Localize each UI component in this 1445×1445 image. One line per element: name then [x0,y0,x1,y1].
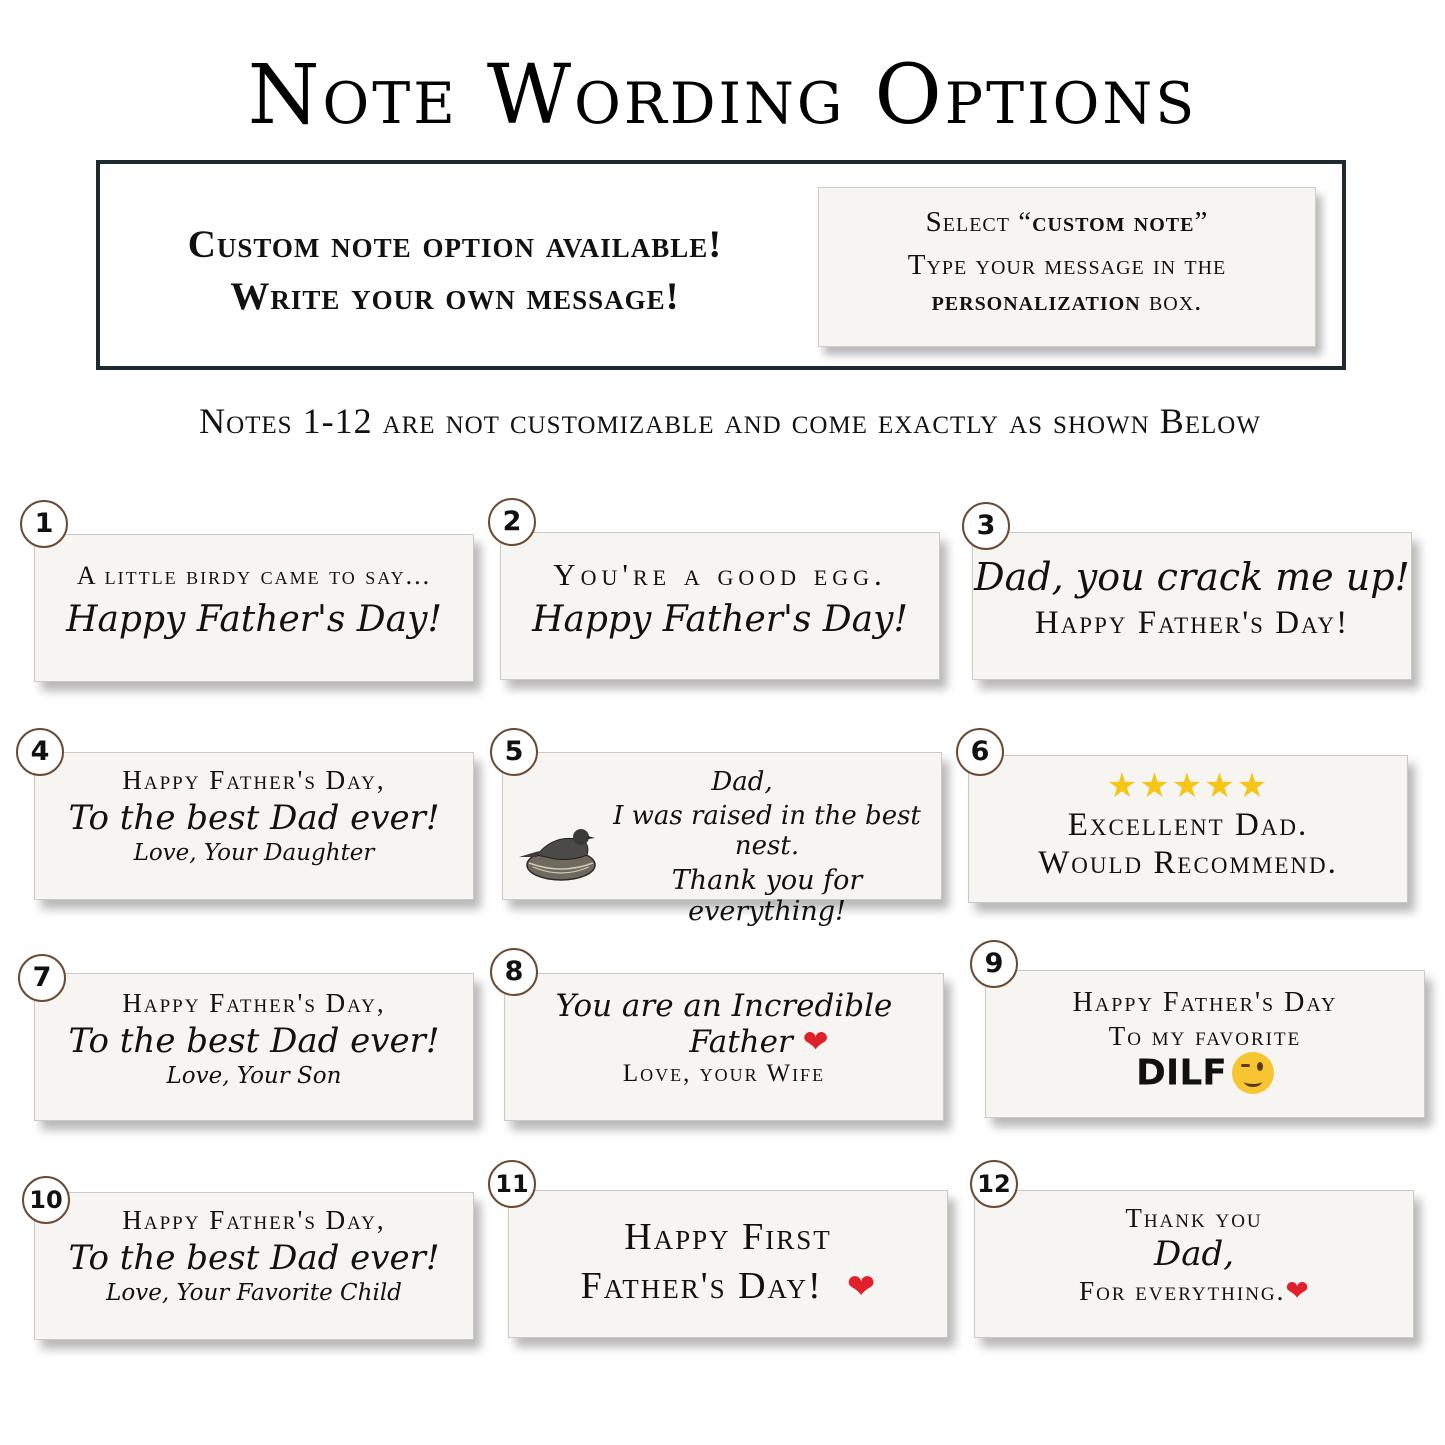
instructions-type-line [819,247,1315,319]
note-12-line3: For everything. [1079,1276,1286,1306]
note-card-10 [34,1192,474,1340]
note-card-4 [34,752,474,900]
note-badge-9: 9 [970,940,1018,988]
note-2-line1: You're a good egg. [553,557,887,592]
note-4-line2: To the best Dad ever! [68,798,440,838]
note-badge-2: 2 [488,498,536,546]
note-7-line2: To the best Dad ever! [68,1021,440,1061]
note-12-line1: Thank you [1125,1203,1263,1233]
note-badge-10: 10 [22,1176,70,1224]
note-10-line1: Happy Father's Day, [122,1205,386,1235]
note-badge-4: 4 [16,728,64,776]
note-badge-7: 7 [18,954,66,1002]
note-badge-6: 6 [956,728,1004,776]
note-10-line3: Love, Your Favorite Child [106,1280,402,1306]
note-7-line1: Happy Father's Day, [122,988,386,1018]
note-9-line3-row [986,1052,1424,1094]
note-card-1 [34,534,474,682]
custom-note-message [120,219,790,323]
note-3-line1: Dad, you crack me up! [974,555,1410,599]
note-card-9 [985,970,1425,1118]
note-8-line2-row [505,1024,943,1060]
note-1-line1: A little birdy came to say... [76,561,432,590]
note-2-line2: Happy Father's Day! [532,599,908,640]
note-card-2 [500,532,940,680]
note-6-line2: Would Recommend. [1038,845,1338,881]
note-card-6 [968,755,1408,903]
note-badge-12: 12 [970,1160,1018,1208]
note-8-line3: Love, your Wife [622,1060,826,1087]
note-8-line2: Father [689,1024,793,1060]
note-9-line2: To my favorite [1108,1021,1302,1051]
select-bold: custom note [1032,206,1195,238]
note-3-line2: Happy Father's Day! [1034,605,1350,641]
instructions-card [818,187,1316,347]
type-line: Type your message in the [907,249,1227,281]
personalization-bold: personalization [931,285,1141,317]
note-card-11 [508,1190,948,1338]
subtitle: Notes 1-12 are not customizable and come exactly as shown Below [199,401,1261,441]
heart-icon: ❤ [1285,1274,1309,1307]
custom-note-line2: Write your own message! [230,275,680,318]
note-card-8 [504,973,944,1121]
note-card-5 [502,752,942,927]
note-badge-3: 3 [962,502,1010,550]
bird-nest-icon [515,817,603,883]
note-5-line2: I was raised in the best nest. [613,801,921,861]
five-star-rating: ★★★★★ [1106,766,1270,806]
note-8-line1: You are an Incredible [555,988,893,1024]
note-11-line1: Happy First [624,1216,832,1258]
note-badge-8: 8 [490,948,538,996]
instructions-select-line [819,206,1315,239]
heart-icon: ❤ [846,1267,876,1307]
select-prefix: Select “ [925,206,1033,238]
note-card-3 [972,532,1412,680]
note-9-line3: DILF [1136,1052,1227,1094]
custom-note-line1: Custom note option available! [187,223,723,266]
note-5-line3: Thank you for everything! [671,865,863,927]
note-4-line3: Love, Your Daughter [133,840,375,866]
note-9-line1: Happy Father's Day [1072,987,1338,1018]
note-badge-1: 1 [20,500,68,548]
note-card-12 [974,1190,1414,1338]
note-badge-5: 5 [490,728,538,776]
note-5-line1: Dad, [711,767,773,797]
note-11-line2-row [509,1263,947,1308]
wink-emoji-icon [1232,1052,1274,1094]
select-suffix: ” [1194,206,1209,238]
box-suffix: box. [1140,285,1203,317]
note-11-line2: Father's Day! [580,1265,823,1307]
note-card-7 [34,973,474,1121]
note-12-line3-row [975,1274,1413,1307]
note-1-line2: Happy Father's Day! [66,599,442,640]
note-7-line3: Love, Your Son [166,1063,342,1089]
note-badge-11: 11 [488,1160,536,1208]
note-12-line2: Dad, [1153,1234,1235,1274]
note-6-line1: Excellent Dad. [1067,807,1309,843]
note-10-line2: To the best Dad ever! [68,1238,440,1278]
heart-icon: ❤ [802,1024,829,1060]
custom-note-box [96,160,1346,370]
page-title: Note Wording Options [247,48,1198,143]
note-4-line1: Happy Father's Day, [122,765,386,795]
